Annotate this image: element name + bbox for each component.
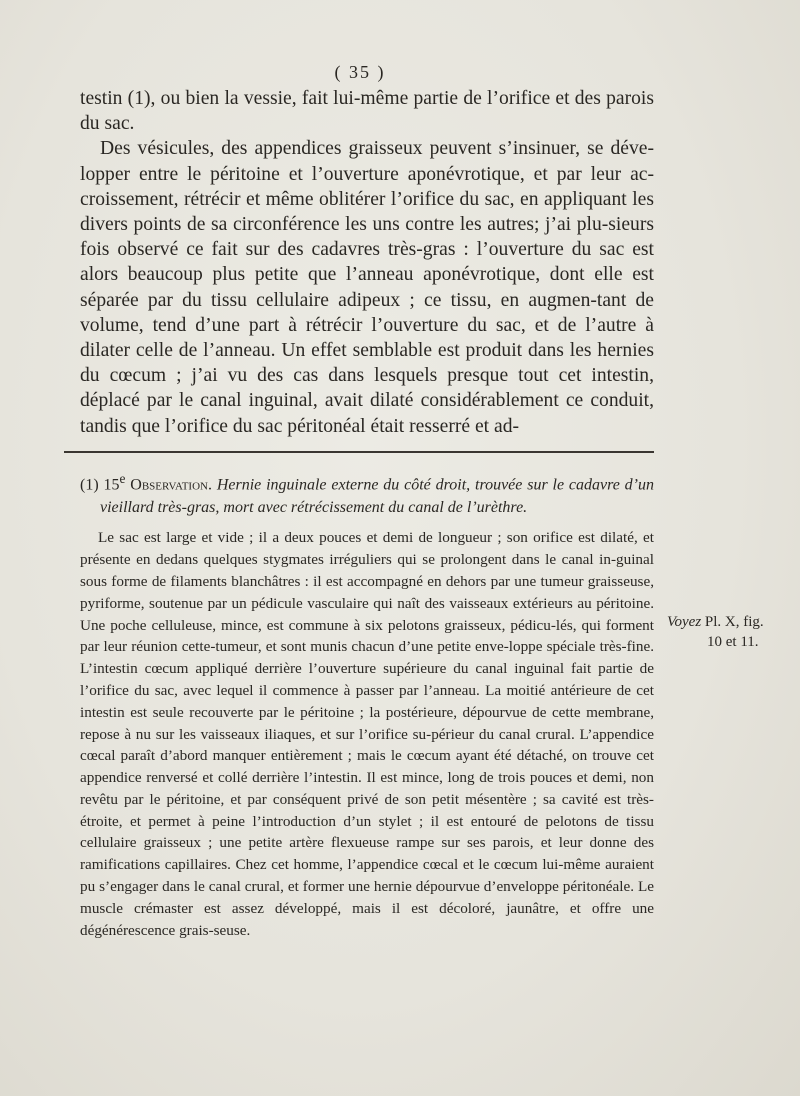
footnote-heading [80, 467, 654, 519]
footnote-separator [64, 451, 654, 453]
footnote-body: Le sac est large et vide ; il a deux pouces et demi de longueur ; son orifice est dilaté, et présente en dedans quelques stygmates irréguliers qui se prolongent dans le canal in-guinal sous forme de filaments blanchâtres : il est accompagné en dehors par une tumeur graisseuse, pyriforme, soutenue par un pédicule vasculaire qui naît des vaisseaux extérieurs au péritoine. Une poche celluleuse, mince, est commune à six pelotons graisseux, pédicu-lés, qui forment par leur réunion cette-tumeur, et sont munis chacun d’une petite enve-loppe spéciale très-fine. L’intestin cœcum appliqué derrière l’ouverture supérieure du canal inguinal fait partie de l’orifice du sac, avec lequel il commence à passer par l’anneau. La moitié antérieure de cet intestin est seule recouverte par le péritoine ; la postérieure, dépourvue de cette membrane, repose à nu sur les vaisseaux iliaques, et sur l’orifice su-périeur du canal crural. L’appendice cœcal paraît d’abord manquer entièrement ; mais le cœcum ayant été détaché, on trouve cet appendice renversé et collé derrière l’intestin. Il est mince, long de trois pouces et demi, non revêtu par le péritoine, et par conséquent privé de son petit mésentère ; sa cavité est très-étroite, et permet à peine l’introduction d’un stylet ; il est entouré de pelotons de tissu cellulaire graisseux ; une petite artère flexueuse rampe sur ses parois, et leur donne des ramifications capillaires. Chez cet homme, l’appendice cœcal et le cœcum lui-même auraient pu s’engager dans le canal crural, et former une hernie dépourvue d’enveloppe péritonéale. Le muscle crémaster est assez développé, mais il est décoloré, jaunâtre, et offre une dégénérescence grais-seuse. [80, 529, 654, 939]
margin-note-ref1: Pl. X, fig. [704, 614, 764, 630]
margin-note-voyez: Voyez [667, 614, 702, 630]
margin-note-ref2: 10 et 11. [707, 634, 759, 650]
paragraph-vesicules: Des vésicules, des appendices graisseux peuvent s’insinuer, se déve-lopper entre le péritoine et l’ouverture aponévrotique, et par leur ac-croissement, rétrécir et même oblitérer l’orifice du sac, en appliquant les divers points de sa circonférence les uns contre les autres; j’ai plu-sieurs fois observé ce fait sur des cadavres très-gras : l’ouverture du sac est alors beaucoup plus petite que l’anneau aponévrotique, dont elle est séparée par du tissu cellulaire adipeux ; ce tissu, en augmen-tant de volume, tend d’une part à rétrécir l’ouverture du sac, et de l’autre à dilater celle de l’anneau. Un effet semblable est produit dans les hernies du cœcum ; j’ai vu des cas dans lesquels presque tout cet intestin, déplacé par le canal inguinal, avait dilaté considérablement ce conduit, tandis que l’orifice du sac péritonéal était resserré et ad- [80, 138, 654, 437]
paragraph-continuation: testin (1), ou bien la vessie, fait lui-même partie de l’orifice et des parois du sac. [80, 88, 654, 135]
margin-note-line1 [667, 612, 797, 632]
page-number: ( 35 ) [334, 62, 386, 82]
main-text [80, 86, 654, 439]
footnote [80, 467, 654, 941]
margin-note [667, 612, 797, 652]
footnote-marker: (1) 15 [80, 476, 120, 494]
observation-label: Observation. [130, 476, 212, 494]
footnote-marker-sup: e [119, 471, 126, 486]
observation-title: Hernie inguinale externe du côté droit, trouvée sur le cadavre d’un vieillard très-gras, mort avec rétrécissement du canal de l’urèthre. [100, 476, 655, 517]
